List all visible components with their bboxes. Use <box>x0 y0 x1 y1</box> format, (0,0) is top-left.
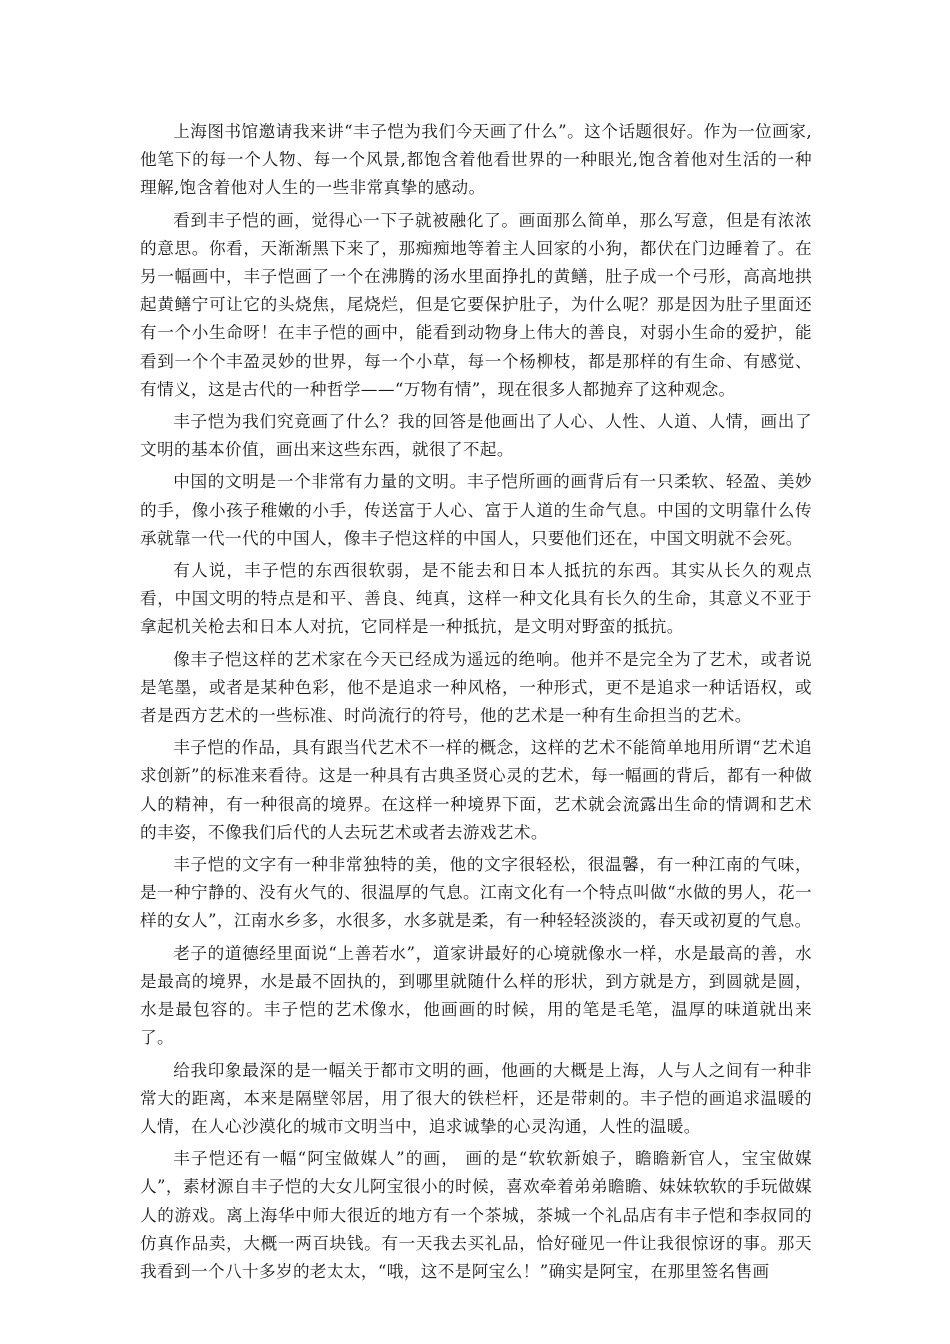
paragraph-11: 丰子恺还有一幅“阿宝做媒人”的画， 画的是“软软新娘子，瞻瞻新官人，宝宝做媒人”，素材源自丰子恺的大女儿阿宝很小的时候，喜欢牵着弟弟瞻瞻、妹妹软软的手玩做媒人的游戏。离上海华中师大很近的地方有一个茶城，茶城一个礼品店有丰子恺和李叔同的仿真作品卖，大概一两百块钱。有一天我去买礼品，恰好碰见一件让我很惊讶的事。那天我看到一个八十多岁的老太太，“哦，这不是阿宝么！”确实是阿宝，在那里签名售画 <box>140 1149 812 1281</box>
paragraph-5: 有人说，丰子恺的东西很软弱，是不能去和日本人抵抗的东西。其实从长久的观点看，中国文明的特点是和平、善良、纯真，这样一种文化具有长久的生命，其意义不亚于拿起机关枪去和日本人对抗，它同样是一种抵抗，是文明对野蛮的抵抗。 <box>140 561 812 637</box>
paragraph-10: 给我印象最深的是一幅关于都市文明的画，他画的大概是上海，人与人之间有一种非常大的距离，本来是隔壁邻居，用了很大的铁栏杆，还是带刺的。丰子恺的画追求温暖的人情，在人心沙漠化的城市文明当中，追求诚挚的心灵沟通，人性的温暖。 <box>140 1060 812 1136</box>
paragraph-9: 老子的道德经里面说“上善若水”，道家讲最好的心境就像水一样，水是最高的善，水是最高的境界，水是最不固执的，到哪里就随什么样的形状，到方就是方，到圆就是圆，水是最包容的。丰子恺的艺术像水，他画画的时候，用的笔是毛笔，温厚的味道就出来了。 <box>140 943 812 1048</box>
paragraph-6: 像丰子恺这样的艺术家在今天已经成为遥远的绝响。他并不是完全为了艺术，或者说是笔墨，或者是某种色彩，他不是追求一种风格，一种形式，更不是追求一种话语权，或者是西方艺术的一些标准、时尚流行的符号，他的艺术是一种有生命担当的艺术。 <box>140 649 812 726</box>
paragraph-4: 中国的文明是一个非常有力量的文明。丰子恺所画的画背后有一只柔软、轻盈、美妙的手，像小孩子稚嫩的小手，传送富于人心、富于人道的生命气息。中国的文明靠什么传承就靠一代一代的中国人，像丰子恺这样的中国人，只要他们还在，中国文明就不会死。 <box>140 472 812 548</box>
paragraph-8: 丰子恺的文字有一种非常独特的美，他的文字很轻松，很温馨，有一种江南的气味，是一种宁静的、没有火气的、很温厚的气息。江南文化有一个特点叫做“水做的男人，花一样的女人”，江南水乡多，水很多，水多就是柔，有一种轻轻淡淡的，春天或初夏的气息。 <box>140 855 812 931</box>
paragraph-7: 丰子恺的作品，具有跟当代艺术不一样的概念，这样的艺术不能简单地用所谓“艺术追求创新”的标准来看待。这是一种具有古典圣贤心灵的艺术，每一幅画的背后，都有一种做人的精神，有一种很高的境界。在这样一种境界下面，艺术就会流露出生命的情调和艺术的丰姿，不像我们后代的人去玩艺术或者去游戏艺术。 <box>140 738 812 842</box>
paragraph-1: 上海图书馆邀请我来讲“丰子恺为我们今天画了什么”。这个话题很好。作为一位画家,他笔下的每一个人物、每一个风景,都饱含着他看世界的一种眼光,饱含着他对生活的一种理解,饱含着他对人生的一些非常真挚的感动。 <box>140 122 812 198</box>
paragraph-2: 看到丰子恺的画，觉得心一下子就被融化了。画面那么简单，那么写意，但是有浓浓的意思。你看，天渐渐黑下来了，那痴痴地等着主人回家的小狗，都伏在门边睡着了。在另一幅画中，丰子恺画了一个在沸腾的汤水里面挣扎的黄鳝，肚子成一个弓形，高高地拱起黄鳝宁可让它的头烧焦，尾烧烂，但是它要保护肚子，为什么呢？那是因为肚子里面还有一个小生命呀！在丰子恺的画中，能看到动物身上伟大的善良，对弱小生命的爱护，能看到一个个丰盈灵妙的世界，每一个小草，每一个杨柳枝，都是那样的有生命、有感觉、有情义，这是古代的一种哲学——“万物有情”，现在很多人都抛弃了这种观念。 <box>140 210 812 399</box>
article-body <box>140 118 812 1290</box>
paragraph-3: 丰子恺为我们究竟画了什么？我的回答是他画出了人心、人性、人道、人情，画出了文明的基本价值，画出来这些东西，就很了不起。 <box>140 412 812 460</box>
